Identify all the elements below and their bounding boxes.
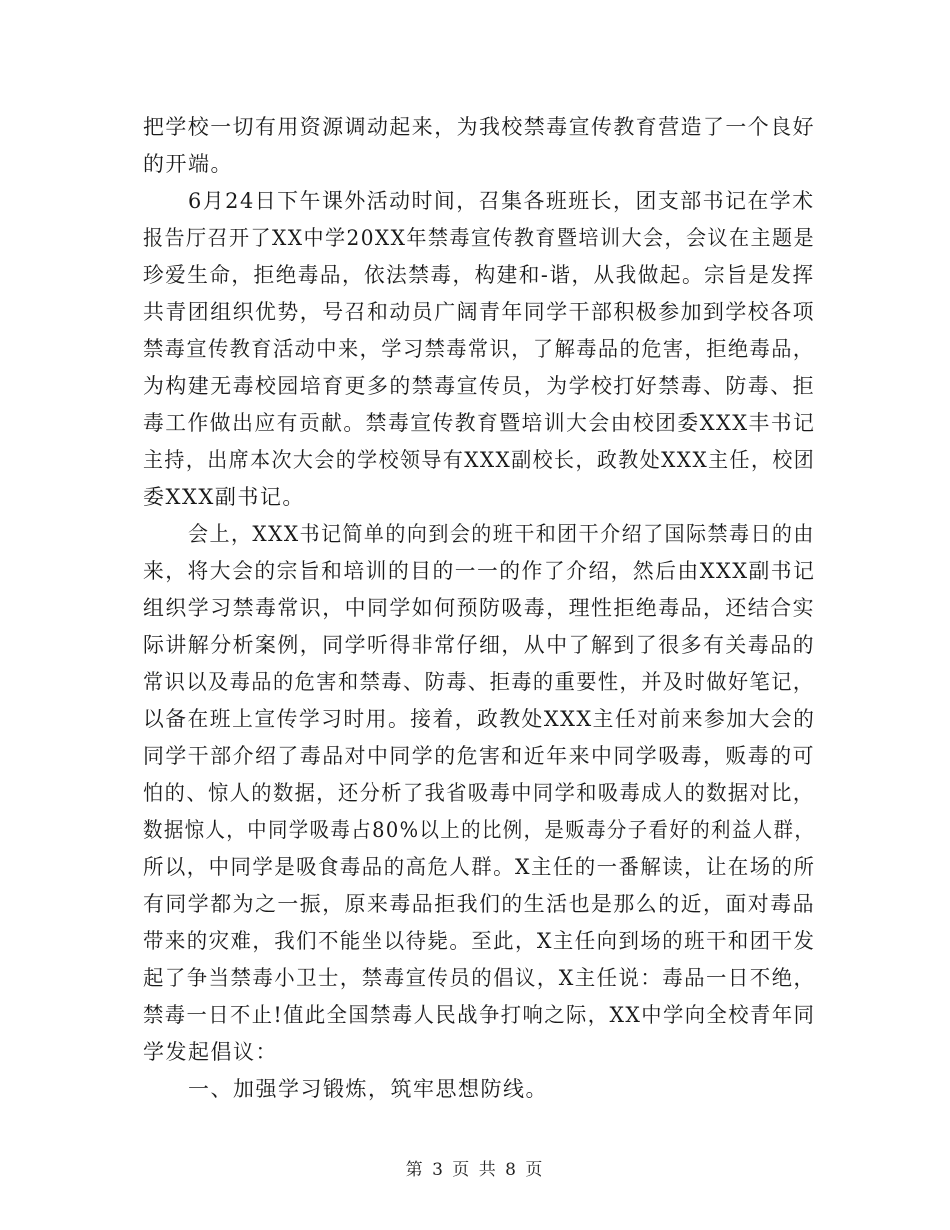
page-footer bbox=[0, 1155, 950, 1180]
text-line: 毒工作做出应有贡献。禁毒宣传教育暨培训大会由校团委XXX丰书记 bbox=[143, 411, 816, 435]
text-line: 共青团组织优势，号召和动员广阔青年同学干部积极参加到学校各项 bbox=[143, 300, 815, 324]
text-line: 组织学习禁毒常识，中同学如何预防吸毒，理性拒绝毒品，还结合实 bbox=[143, 596, 815, 620]
text-line: 来，将大会的宗旨和培训的目的一一的作了介绍，然后由XXX副书记 bbox=[143, 559, 816, 583]
text-line: 为构建无毒校园培育更多的禁毒宣传员，为学校打好禁毒、防毒、拒 bbox=[143, 374, 815, 398]
text-line: 委XXX副书记。 bbox=[143, 485, 305, 509]
text-line: 学发起倡议： bbox=[143, 1040, 278, 1064]
text-line: 把学校一切有用资源调动起来，为我校禁毒宣传教育营造了一个良好 bbox=[143, 115, 815, 139]
text-line: 同学干部介绍了毒品对中同学的危害和近年来中同学吸毒，贩毒的可 bbox=[143, 744, 815, 768]
text-line: 一、加强学习锻炼，筑牢思想防线。 bbox=[188, 1077, 548, 1101]
text-line: 有同学都为之一振，原来毒品拒我们的生活也是那么的近，面对毒品 bbox=[143, 892, 815, 916]
text-line: 珍爱生命，拒绝毒品，依法禁毒，构建和-谐，从我做起。宗旨是发挥 bbox=[143, 263, 815, 287]
text-line: 报告厅召开了XX中学20XX年禁毒宣传教育暨培训大会，会议在主题是 bbox=[143, 226, 816, 250]
text-line: 主持，出席本次大会的学校领导有XXX副校长，政教处XXX主任，校团 bbox=[143, 448, 816, 472]
text-line: 际讲解分析案例，同学听得非常仔细，从中了解到了很多有关毒品的 bbox=[143, 633, 815, 657]
text-line: 6月24日下午课外活动时间，召集各班班长，团支部书记在学术 bbox=[188, 189, 815, 213]
text-line: 的开端。 bbox=[143, 152, 233, 176]
text-line: 带来的灾难，我们不能坐以待毙。至此，X主任向到场的班干和团干发 bbox=[143, 929, 816, 953]
text-line: 常识以及毒品的危害和禁毒、防毒、拒毒的重要性，并及时做好笔记， bbox=[143, 670, 815, 694]
text-line: 以备在班上宣传学习时用。接着，政教处XXX主任对前来参加大会的 bbox=[143, 707, 816, 731]
text-line: 会上，XXX书记简单的向到会的班干和团干介绍了国际禁毒日的由 bbox=[188, 522, 815, 546]
text-line: 所以，中同学是吸食毒品的高危人群。X主任的一番解读，让在场的所 bbox=[143, 855, 816, 879]
text-line: 起了争当禁毒小卫士，禁毒宣传员的倡议，X主任说：毒品一日不绝， bbox=[143, 966, 816, 990]
text-line: 数据惊人，中同学吸毒占80%以上的比例，是贩毒分子看好的利益人群， bbox=[143, 818, 816, 842]
page-number: 第 3 页 共 8 页 bbox=[405, 1160, 545, 1180]
text-line: 禁毒宣传教育活动中来，学习禁毒常识，了解毒品的危害，拒绝毒品， bbox=[143, 337, 815, 361]
text-line: 怕的、惊人的数据，还分析了我省吸毒中同学和吸毒成人的数据对比， bbox=[143, 781, 815, 805]
text-line: 禁毒一日不止!值此全国禁毒人民战争打响之际，XX中学向全校青年同 bbox=[143, 1003, 816, 1027]
